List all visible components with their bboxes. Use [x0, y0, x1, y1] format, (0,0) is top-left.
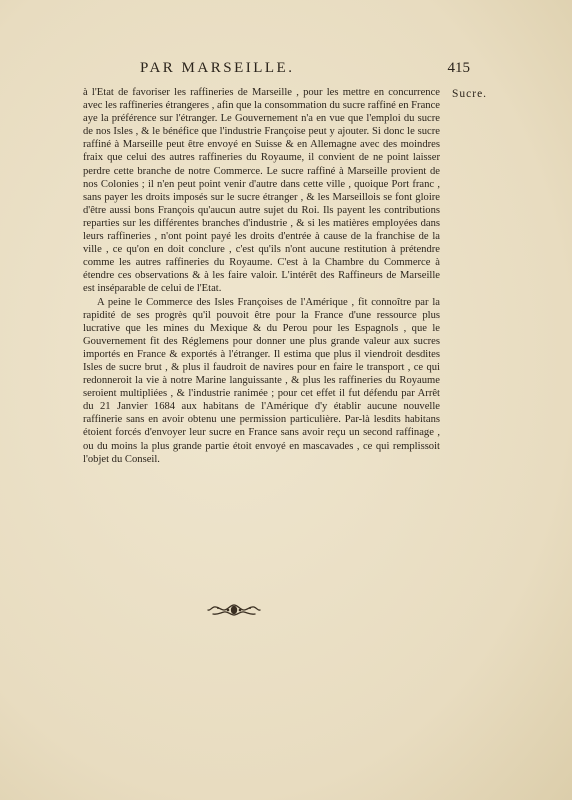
margin-note: Sucre. — [452, 88, 488, 100]
fleuron-ornament-icon — [206, 602, 262, 618]
body-text — [83, 86, 440, 466]
page-header — [140, 60, 470, 77]
page-number: 415 — [447, 60, 470, 76]
paragraph-1: à l'Etat de favoriser les raffineries de Marseille , pour les mettre en concurrence avec les raffineries étrangeres , afin que la consommation du sucre raffiné en France aye la préférence sur l'étranger. Le Gouvernement n'a en vue que l'emploi du sucre de nos Isles , & le bénéfice que l'industrie Françoise peut y ajouter. Si donc le sucre raffiné à Marseille peut être envoyé en Suisse & en Allemagne avec des moindres fraix que celui des autres raffineries du Royaume, il convient de ne point laisser perdre cette branche de notre Commerce. Le sucre raffiné à Marseille provient de nos Colonies ; il n'en peut point venir d'autre dans cette ville , quoique Port franc , sans payer les droits imposés sur le sucre étranger , & les Marseillois se font gloire d'être aussi bons François qu'aucun autre sujet du Roi. Ils payent les contributions reparties sur les différentes branches d'industrie , & si les matières employées dans leurs raffineries , n'ont point payé les droits d'entrée à cause de la franchise de la ville , ce qu'on en doit conclure , c'est qu'ils n'ont aucune restitution à prétendre comme les autres raffineries du Royaume. C'est à la Chambre du Commerce à étendre ces observations & à les faire valoir. L'intérêt des Raffineurs de Marseille est inséparable de celui de l'Etat. — [83, 87, 440, 295]
running-title: PAR MARSEILLE. — [140, 60, 295, 76]
paragraph-2: A peine le Commerce des Isles Françoises de l'Amérique , fit connoître par la rapidité de ses progrès qu'il pouvoit être pour la France d'une ressource plus lucrative que les mines du Mexique & du Perou pour les Espagnols , que le Gouvernement fit des Réglemens pour donner une plus grande valeur aux sucres importés en France & exportés à l'étranger. Il estima que plus il viendroit desdites Isles de sucre brut , & plus il faudroit de navires pour en faire le transport , ce qui redonneroit la vie à notre Marine languissante , & plus les raffineries du Royaume seroient multipliées , & l'industrie ranimée ; pour cet effet il fut défendu par Arrêt du 21 Janvier 1684 aux habitans de l'Amérique d'y établir aucune nouvelle raffinerie sans en avoir obtenu une permission particulière. Par-là lesdits habitans étoient forcés d'envoyer leur sucre en France sans avoir reçu un second raffinage , ou du moins la plus grande partie étoit envoyé en mascavades , ce qui remplissoit l'objet du Conseil. — [83, 296, 440, 465]
